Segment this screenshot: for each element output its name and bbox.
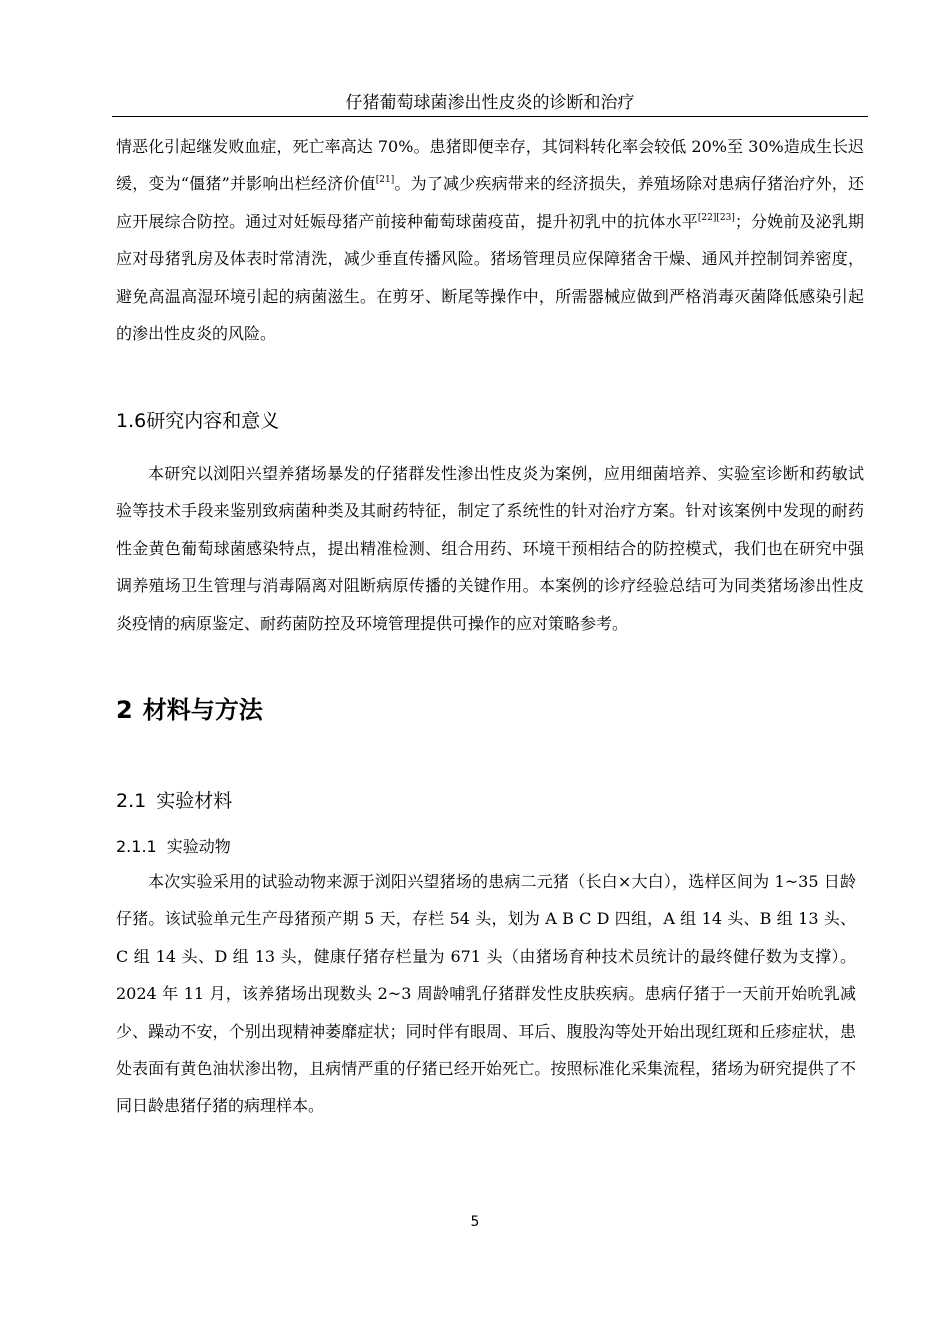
chapter-number: 2 xyxy=(116,696,133,724)
paragraph-continuation xyxy=(116,128,864,352)
section-heading-1-6 xyxy=(116,406,279,433)
research-content-paragraph: 本研究以浏阳兴望养猪场暴发的仔猪群发性渗出性皮炎为案例，应用细菌培养、实验室诊断和药敏试验等技术手段来鉴别致病菌种类及其耐药特征，制定了系统性的针对治疗方案。针对该案例中发现的耐药性金黄色葡萄球菌感染特点，提出精准检测、组合用药、环境干预相结合的防控模式，我们也在研究中强调养殖场卫生管理与消毒隔离对阻断病原传播的关键作用。本案例的诊疗经验总结可为同类猪场渗出性皮炎疫情的病原鉴定、耐药菌防控及环境管理提供可操作的应对策略参考。 xyxy=(116,464,864,633)
citation-22-23: [22][23] xyxy=(697,212,735,223)
section-number: 1.6 xyxy=(116,410,147,432)
page-number: 5 xyxy=(470,1214,480,1230)
header-title: 仔猪葡萄球菌渗出性皮炎的诊断和治疗 xyxy=(345,93,635,113)
experimental-animals-paragraph: 本次实验采用的试验动物来源于浏阳兴望猪场的患病二元猪（长白×大白），选样区间为 1~35 日龄仔猪。该试验单元生产母猪预产期 5 天，存栏 54 头，划为 A B C D 四组，A 组 14 头、B 组 13 头、C 组 14 头、D 组 13 头，健康仔猪存栏量为 671 头（由猪场育种技术员统计的最终健仔数为支撑）。2024 年 11 月，该养猪场出现数头 2~3 周龄哺乳仔猪群发性皮肤疾病。患病仔猪于一天前开始吮乳减少、躁动不安，个别出现精神萎靡症状；同时伴有眼周、耳后、腹股沟等处开始出现红斑和丘疹症状，患处表面有黄色油状渗出物，且病情严重的仔猪已经开始死亡。按照标准化采集流程，猪场为研究提供了不同日龄患猪仔猪的病理样本。 xyxy=(116,872,856,1116)
chapter-heading-2 xyxy=(116,690,263,725)
paragraph-text-1: 情恶化引起继发败血症，死亡率高达 70%。患猪即便幸存，其饲料转化率会较低 20%至 30%造成生长迟缓，变为“僵猪”并影响出栏经济价值 xyxy=(116,137,864,194)
section-title: 研究内容和意义 xyxy=(146,410,280,432)
subsection-number: 2.1.1 xyxy=(116,837,157,856)
subsection-heading-2-1-1 xyxy=(116,834,231,857)
paragraph-text-2: 。为了减少疾病带来的经济损失，养殖场除对患病仔猪治疗外，还应开展综合防控。通过对妊娠母猪产前接种葡萄球菌疫苗，提升初乳中的抗体水平 xyxy=(116,174,864,231)
chapter-title: 材料与方法 xyxy=(142,696,263,724)
header-divider xyxy=(112,116,868,117)
subsection-title: 实验动物 xyxy=(166,837,231,856)
section-title: 实验材料 xyxy=(156,790,233,812)
running-header xyxy=(112,92,868,116)
paragraph-text-3: ；分娩前及泌乳期应对母猪乳房及体表时常清洗，减少垂直传播风险。猪场管理员应保障猪舍干燥、通风并控制饲养密度，避免高温高湿环境引起的病菌滋生。在剪牙、断尾等操作中，所需器械应做到严格消毒灭菌降低感染引起的渗出性皮炎的风险。 xyxy=(116,211,864,344)
section-heading-2-1 xyxy=(116,786,232,813)
citation-21: [21] xyxy=(375,175,395,186)
section-number: 2.1 xyxy=(116,790,147,812)
